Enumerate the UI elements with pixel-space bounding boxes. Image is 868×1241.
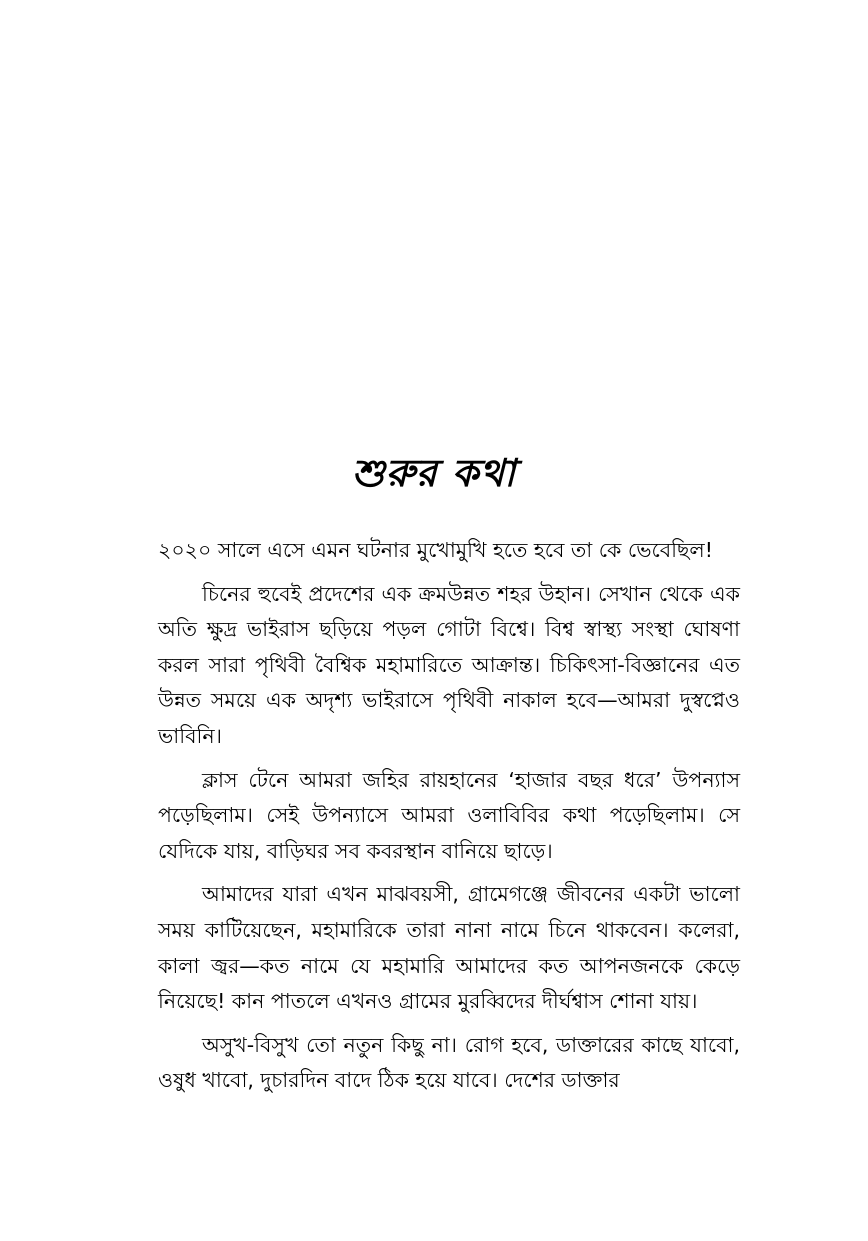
paragraph-4: আমাদের যারা এখন মাঝবয়সী, গ্রামেগঞ্জে জীবনের একটা ভালো সময় কাটিয়েছেন, মহামারিকে তারা নানা নামে চিনে থাকবেন। কলেরা, কালা জ্বর—কত নামে যে মহামারি আমাদের কত আপনজনকে কেড়ে নিয়েছে! কান পাতলে এখনও গ্রামের মুরব্বিদের দীর্ঘশ্বাস শোনা যায়। [158,882,740,1014]
paragraph-2: চিনের হুবেই প্রদেশের এক ক্রমউন্নত শহর উহান। সেখান থেকে এক অতি ক্ষুদ্র ভাইরাস ছড়িয়ে পড়ল গোটা বিশ্বে। বিশ্ব স্বাস্থ্য সংস্থা ঘোষণা করল সারা পৃথিবী বৈশ্বিক মহামারিতে আক্রান্ত। চিকিৎসা-বিজ্ঞানের এত উন্নত সময়ে এক অদৃশ্য ভাইরাসে পৃথিবী নাকাল হবে—আমরা দুস্বপ্নেও ভাবিনি। [158,581,740,748]
paragraph-5: অসুখ-বিসুখ তো নতুন কিছু না। রোগ হবে, ডাক্তারের কাছে যাবো, ওষুধ খাবো, দুচারদিন বাদে ঠিক হয়ে যাবে। দেশের ডাক্তার [158,1032,740,1093]
chapter-body [158,533,740,1107]
paragraph-1: ২০২০ সালে এসে এমন ঘটনার মুখোমুখি হতে হবে তা কে ভেবেছিল! [158,538,713,562]
chapter-title: শুরুর কথা [351,451,517,496]
paragraph-3: ক্লাস টেনে আমরা জহির রায়হানের ‘হাজার বছর ধরে’ উপন্যাস পড়েছিলাম। সেই উপন্যাসে আমরা ওলাবিবির কথা পড়েছিলাম। সে যেদিকে যায়, বাড়িঘর সব কবরস্থান বানিয়ে ছাড়ে। [158,767,740,863]
